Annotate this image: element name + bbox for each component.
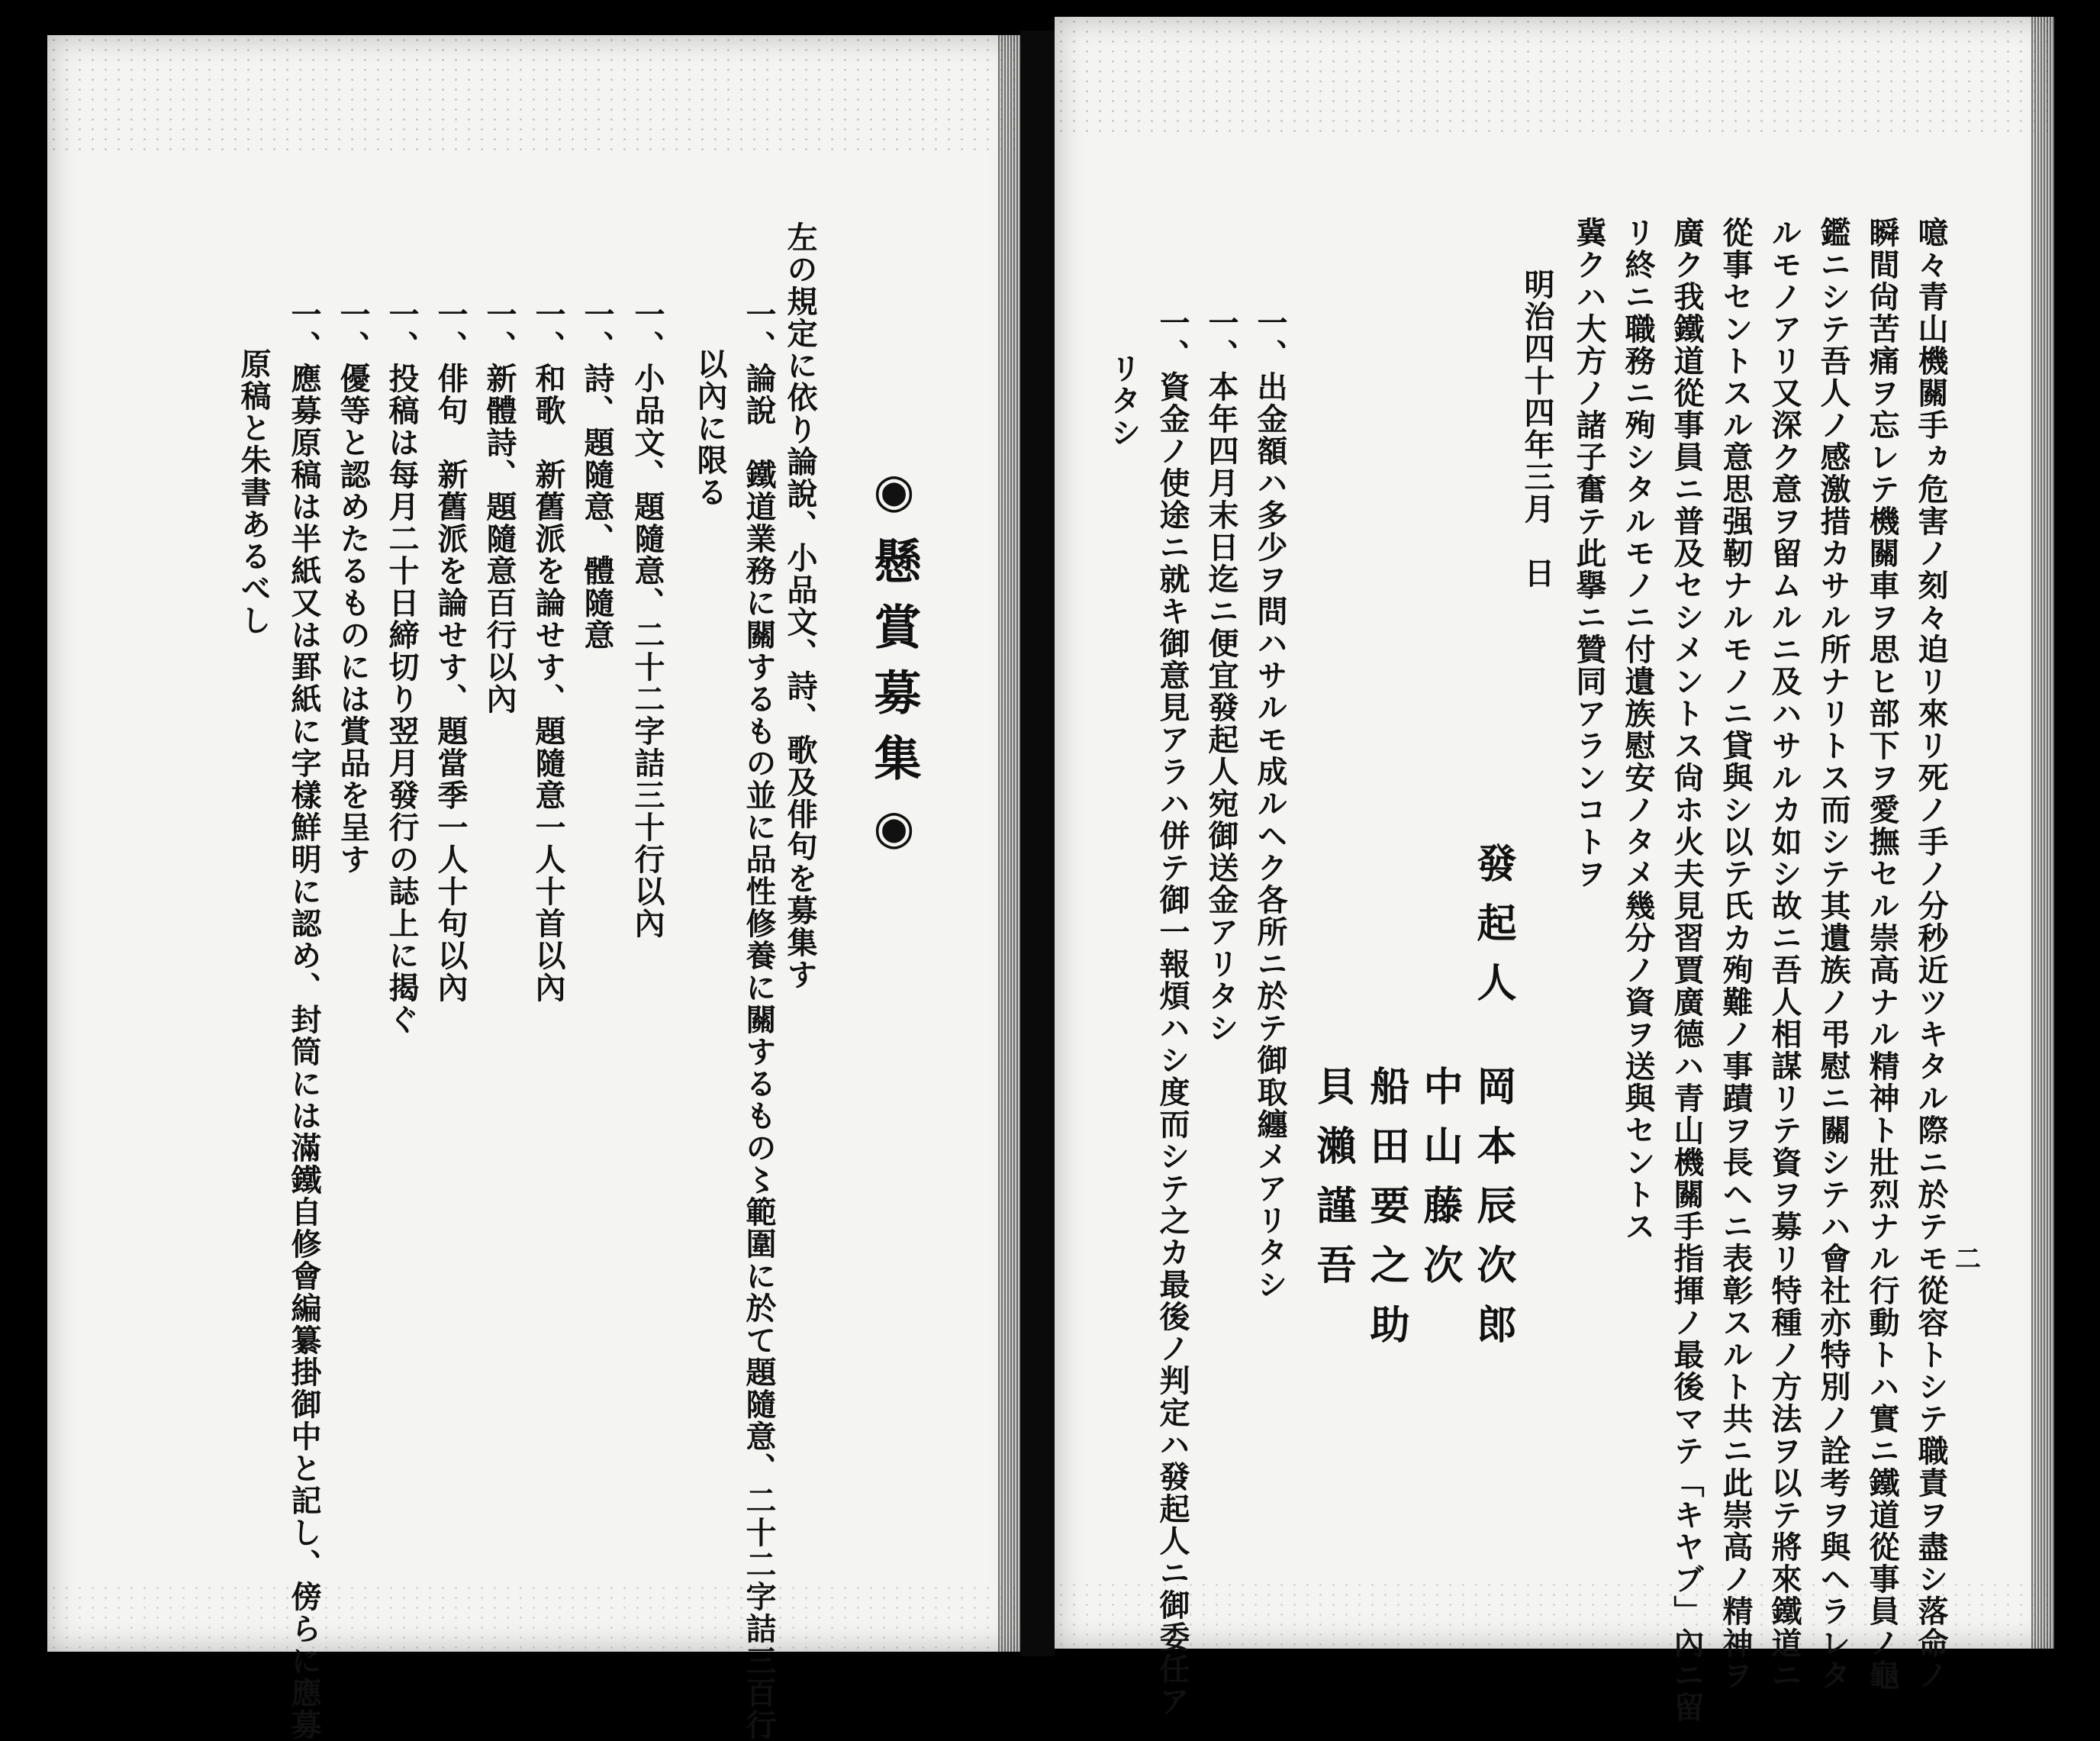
body-line-5: 從事セントスル意思强靭ナルモノニ貸與シ以テ氏カ殉難ノ事蹟ヲ長ヘニ表彰スルト共ニ此崇高ノ精神ヲ	[1718, 217, 1754, 1691]
page-number: 二	[1955, 1244, 1981, 1275]
promoters-label: 發起人	[1470, 843, 1516, 1021]
body-line-7: リ終ニ職務ニ殉シタルモノニ付遺族慰安ノタメ幾分ノ資ヲ送與セントス	[1620, 217, 1656, 1243]
note-line-4: リタシ	[1106, 353, 1142, 449]
rule-haiku: 一、俳句 新舊派を論せす、題當季一人十句以內	[433, 298, 469, 1004]
promoter-name: 岡本辰次郎	[1470, 1066, 1516, 1363]
body-line-6: 廣ク我鐵道從事員ニ普及セシメントス尙ホ火夫見習賈廣德ハ青山機關手指揮ノ最後マテ「キヤブ」內ニ留	[1669, 217, 1705, 1723]
right-page	[1055, 17, 2054, 1723]
page-edge	[998, 35, 1021, 1652]
rule-prize: 一、優等と認めたるものには賞品を呈す	[335, 298, 371, 875]
body-line-3: 鑑ニシテ吾人ノ感激措カサル所ナリトス而シテ其遺族ノ弔慰ニ關シテハ會社亦特別ノ詮考ヲ與ヘラレタ	[1815, 217, 1851, 1691]
issue-date: 明治四十四年三月 日	[1519, 269, 1555, 589]
print-speckle-bottom	[47, 1583, 1020, 1652]
intro-line: 左の規定に依り論說、小品文、詩、歌及俳句を募集す	[782, 221, 818, 991]
note-line-3: 一、資金ノ使途ニ就キ御意見アラハ併テ御一報煩ハシ度而シテ之カ最後ノ判定ハ發起人ニ御委任ア	[1155, 307, 1190, 1717]
rule-poem: 一、詩、題隨意、體隨意	[579, 298, 615, 651]
promoter-name: 船田要之助	[1363, 1066, 1409, 1363]
promoter-name: 貝瀨謹吾	[1309, 1066, 1356, 1304]
body-line-2: 瞬間尙苦痛ヲ忘レテ機關車ヲ思ヒ部下ヲ愛撫セル崇高ナル精神ト壯烈ナル行動トハ實ニ鐵道從事員ノ龜	[1864, 217, 1900, 1691]
rule-deadline: 一、投稿は每月二十日締切り翌月發行の誌上に揭ぐ	[384, 298, 420, 1036]
book-gutter	[1020, 31, 1055, 1656]
print-speckle-bottom	[1055, 1580, 2054, 1649]
rule-submission-cont: 原稿と朱書あるべし	[236, 348, 272, 637]
note-line-2: 一、本年四月末日迄ニ便宜發起人宛御送金アリタシ	[1203, 307, 1239, 1044]
rule-essay-cont: 以內に限る	[692, 348, 728, 508]
promoter-name: 中山藤次	[1416, 1066, 1463, 1304]
print-speckle-top	[1055, 17, 2054, 139]
rule-waka: 一、和歌 新舊派を論せす、題隨意一人十首以內	[530, 298, 566, 1004]
body-line-1: 噫々青山機關手ヵ危害ノ刻々迫リ來リ死ノ手ノ分秒近ツキタル際ニ於テモ從容トシテ職責ヲ盡シ落命ノ	[1913, 217, 1949, 1691]
rule-submission: 一、應募原稿は半紙又は罫紙に字樣鮮明に認め、封筒には滿鐵自修會編纂掛御中と記し、傍らに應募	[286, 298, 322, 1741]
print-speckle-top	[47, 35, 1020, 157]
rule-essay: 一、論說 鐵道業務に關するもの並に品性修養に關するもの〻範圍に於て題隨意、二十二字詰三百行	[741, 298, 777, 1741]
note-line-1: 一、出金額ハ多少ヲ問ハサルモ成ルヘク各所ニ於テ御取纏メアリタシ	[1252, 307, 1288, 1301]
rule-short-prose: 一、小品文、題隨意、二十二字詰三十行以內	[630, 298, 665, 940]
recruitment-title: ◉懸賞募集◉	[866, 463, 922, 873]
page-edge	[2031, 17, 2054, 1649]
body-line-4: ルモノアリ又深ク意ヲ留ムルニ及ハサルカ如シ故ニ吾人相謀リテ資ヲ募リ特種ノ方法ヲ以テ將來鐵道ニ	[1767, 217, 1802, 1691]
body-line-8: 冀クハ大方ノ諸子奮テ此擧ニ贊同アランコトヲ	[1571, 217, 1607, 890]
left-page	[47, 35, 1020, 1741]
rule-new-poem: 一、新體詩、題隨意百行以內	[482, 298, 517, 715]
